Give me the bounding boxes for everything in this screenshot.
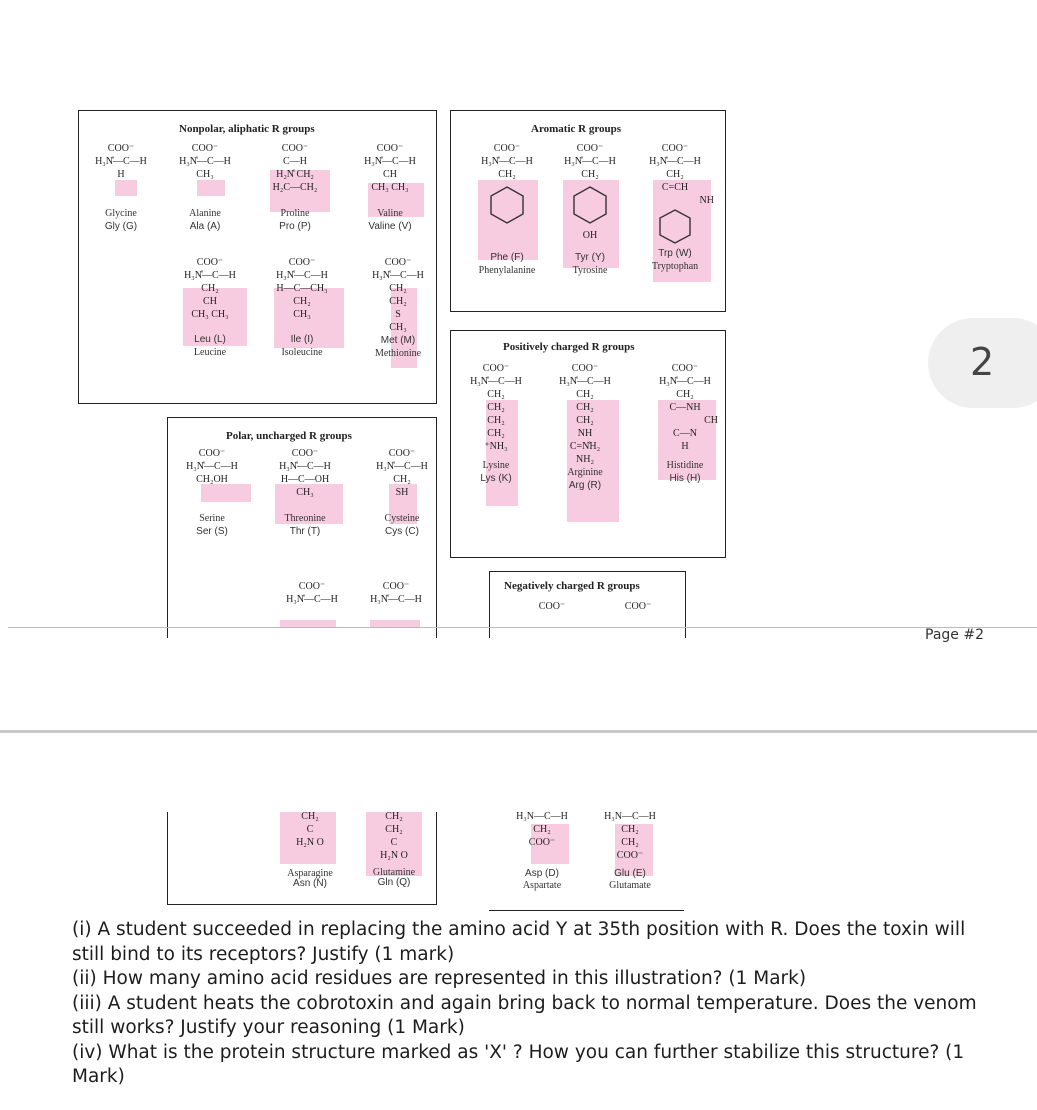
question-item: (ii) How many amino acid residues are represented in this illustration? (1 Mark) <box>72 968 807 989</box>
amino-acid-glycine: COO⁻ H₃N̊—C—H H Glycine Gly (G) <box>95 143 147 232</box>
amino-acid-histidine: COO⁻ H₃N̊—C—H CH₂ C—NH CH C—N H Histidine His (H) <box>659 363 718 484</box>
amino-acid-alanine: COO⁻ H₃N̊—C—H CH₃ Alanine Ala (A) <box>179 143 231 232</box>
amino-acid-glutamine-top: COO⁻ H₃N̊—C—H <box>370 581 422 605</box>
r-group-highlight <box>370 620 420 627</box>
nonpolar-group-title: Nonpolar, aliphatic R groups <box>179 123 315 135</box>
negative-group-title: Negatively charged R groups <box>504 580 640 592</box>
amino-acid-aspartate: H₃N—C—H CH₂ COO⁻ Asp (D) Aspartate <box>516 811 568 891</box>
phenol-ring-icon <box>570 183 610 227</box>
question-list <box>72 918 1002 1090</box>
amino-acid-lysine: COO⁻ H₃N̊—C—H CH₂ CH₂ CH₂ CH₂ ⁺NH₃ Lysine Lys (K) <box>470 363 522 484</box>
amino-acid-isoleucine: COO⁻ H₃N̊—C—H H—C—CH₃ CH₂ CH₃ Ile (I) Isoleucine <box>276 257 328 358</box>
amino-acid-arginine: COO⁻ H₃N̊—C—H CH₂ CH₂ CH₂ NH C=N̊H₂ NH₂ Arginine Arg (R) <box>559 363 611 491</box>
page-badge <box>928 318 1037 408</box>
amino-acid-serine: COO⁻ H₃N̊—C—H CH₂OH Serine Ser (S) <box>186 448 238 537</box>
question-item: (iv) What is the protein structure marked as 'X' ? How you can further stabilize this structure? (1 Mark) <box>72 1041 965 1087</box>
r-group-highlight <box>280 620 336 627</box>
amino-acid-asparagine-top: COO⁻ H₃N̊—C—H <box>286 581 338 605</box>
polar-group-title: Polar, uncharged R groups <box>226 430 352 442</box>
amino-acid-leucine: COO⁻ H₃N̊—C—H CH₂ CH CH₃ CH₃ Leu (L) Leucine <box>184 257 236 358</box>
amino-acid-threonine: COO⁻ H₃N̊—C—H H—C—OH CH₃ Threonine Thr (T) <box>279 448 331 537</box>
screenshot-separator <box>0 730 1037 733</box>
amino-acid-asparagine: CH₂ C H₂N O Asparagine Asn (N) <box>287 811 333 889</box>
page-number-label: Page #2 <box>925 627 984 643</box>
benzene-ring-icon <box>487 183 527 227</box>
indole-ring-icon <box>655 207 695 247</box>
page-divider <box>8 627 1037 628</box>
positive-group-title: Positively charged R groups <box>503 341 635 353</box>
amino-acid-aspartate-top: COO⁻ <box>538 601 566 612</box>
amino-acid-glutamine: CH₂ CH₂ C H₂N O Glutamine Gln (Q) <box>372 811 416 888</box>
amino-acid-proline: COO⁻ C—H H₂N̊ CH₂ H₂C—CH₂ Proline Pro (P) <box>272 143 318 232</box>
amino-acid-glutamate: H₃N—C—H CH₂ CH₂ COO⁻ Glu (E) Glutamate <box>604 811 656 891</box>
amino-acid-methionine: COO⁻ H₃N̊—C—H CH₂ CH₂ S CH₃ Met (M) Methionine <box>372 257 424 359</box>
question-item: (i) A student succeeded in replacing the amino acid Y at 35th position with R. Does the toxin will still bind to its receptors? Justify (1 mark) <box>72 919 966 965</box>
amino-acid-tyrosine: COO⁻ H₃N̊—C—H CH₂ OH Tyr (Y) Tyrosine <box>564 143 616 276</box>
amino-acid-tryptophan: COO⁻ H₃N̊—C—H CH₂ C=CH NH Trp (W) Tryptophan <box>649 143 714 272</box>
amino-acid-glutamate-top: COO⁻ <box>624 601 652 612</box>
page-badge-number: 2 <box>970 340 995 384</box>
amino-acid-phenylalanine: COO⁻ H₃N̊—C—H CH₂ Phe (F) Phenylalanine <box>478 143 536 276</box>
amino-acid-cysteine: COO⁻ H₃N̊—C—H CH₂ SH Cysteine Cys (C) <box>376 448 428 537</box>
question-item: (iii) A student heats the cobrotoxin and again bring back to normal temperature. Does the venom still works? Justify your reasoning (1 Mark) <box>72 992 977 1038</box>
amino-acid-valine: COO⁻ H₃N̊—C—H CH CH₃ CH₃ Valine Valine (V) <box>364 143 416 232</box>
aromatic-group-title: Aromatic R groups <box>531 123 622 135</box>
